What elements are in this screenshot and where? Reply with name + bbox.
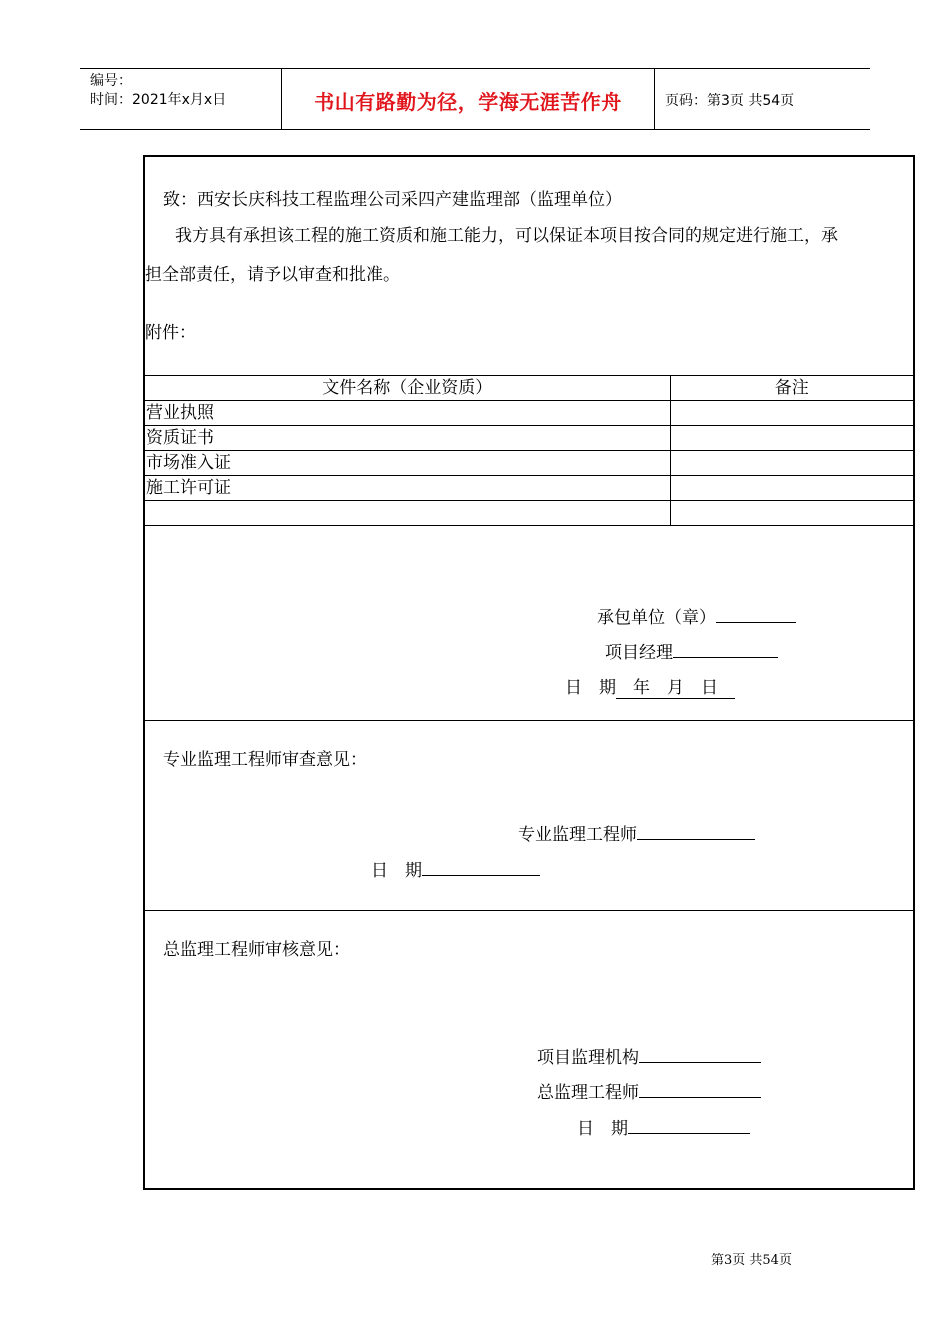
chief-date-label: 日 期 (577, 1119, 628, 1139)
table-cell-remarks[interactable] (670, 476, 913, 501)
specialist-opinion-label: 专业监理工程师审查意见： (163, 750, 367, 770)
chief-date-field[interactable] (628, 1117, 750, 1134)
table-cell-remarks[interactable] (670, 451, 913, 476)
supervision-org-field[interactable] (639, 1046, 761, 1063)
contractor-unit-field[interactable] (716, 606, 796, 623)
specialist-engineer-field[interactable] (637, 823, 755, 840)
column-header-filename: 文件名称（企业资质） (145, 376, 670, 401)
table-cell-filename: 市场准入证 (145, 451, 670, 476)
page-footer (711, 1249, 792, 1268)
page-info-text: 页码：第3页 共54页 (665, 93, 795, 109)
addressee-line: 致：西安长庆科技工程监理公司采四产建监理部（监理单位） (163, 190, 622, 210)
supervision-org-label: 项目监理机构 (537, 1048, 639, 1068)
specialist-date-field[interactable] (422, 859, 540, 876)
specialist-date-label: 日 期 (371, 861, 422, 881)
chief-engineer-label: 总监理工程师 (537, 1083, 639, 1103)
contractor-unit-label: 承包单位（章） (597, 608, 716, 628)
contractor-date-field[interactable]: 年 月 日 (616, 673, 735, 699)
page-header (80, 68, 870, 130)
body-text-line-2: 担全部责任，请予以审查和批准。 (145, 265, 400, 285)
table-row (145, 426, 913, 451)
table-row (145, 501, 913, 526)
column-header-remarks: 备注 (670, 376, 913, 401)
table-cell-filename: 营业执照 (145, 401, 670, 426)
table-row (145, 476, 913, 501)
chief-date-row (577, 1114, 750, 1139)
table-cell-filename: 资质证书 (145, 426, 670, 451)
application-form (143, 155, 915, 1190)
attachment-table (145, 375, 913, 526)
header-motto (282, 69, 655, 129)
project-manager-row (605, 638, 778, 663)
header-meta (80, 69, 282, 129)
contractor-unit-row (597, 603, 796, 628)
supervision-org-row (537, 1043, 761, 1068)
specialist-date-row (371, 856, 540, 881)
table-cell-remarks[interactable] (670, 501, 913, 526)
table-header-row (145, 376, 913, 401)
table-cell-remarks[interactable] (670, 401, 913, 426)
time-label: 时间：2021年x月x日 (90, 92, 227, 108)
header-page-info (655, 69, 870, 129)
number-label: 编号： (90, 73, 132, 89)
contractor-date-label: 日 期 (565, 678, 616, 698)
contractor-date-row (565, 673, 735, 699)
table-row (145, 401, 913, 426)
motto-text: 书山有路勤为径，学海无涯苦作舟 (314, 90, 622, 114)
table-cell-filename: 施工许可证 (145, 476, 670, 501)
footer-page-number: 第3页 共54页 (711, 1253, 792, 1268)
section-divider (145, 720, 913, 721)
table-cell-filename[interactable] (145, 501, 670, 526)
attachment-label: 附件： (145, 323, 196, 343)
specialist-engineer-label: 专业监理工程师 (518, 825, 637, 845)
chief-opinion-label: 总监理工程师审核意见： (163, 940, 350, 960)
project-manager-label: 项目经理 (605, 643, 673, 663)
chief-engineer-row (537, 1078, 761, 1103)
table-row (145, 451, 913, 476)
section-divider (145, 910, 913, 911)
chief-engineer-field[interactable] (639, 1081, 761, 1098)
project-manager-field[interactable] (673, 641, 778, 658)
body-text-line-1: 我方具有承担该工程的施工资质和施工能力，可以保证本项目按合同的规定进行施工，承 (175, 226, 838, 246)
specialist-engineer-row (518, 820, 755, 845)
table-cell-remarks[interactable] (670, 426, 913, 451)
